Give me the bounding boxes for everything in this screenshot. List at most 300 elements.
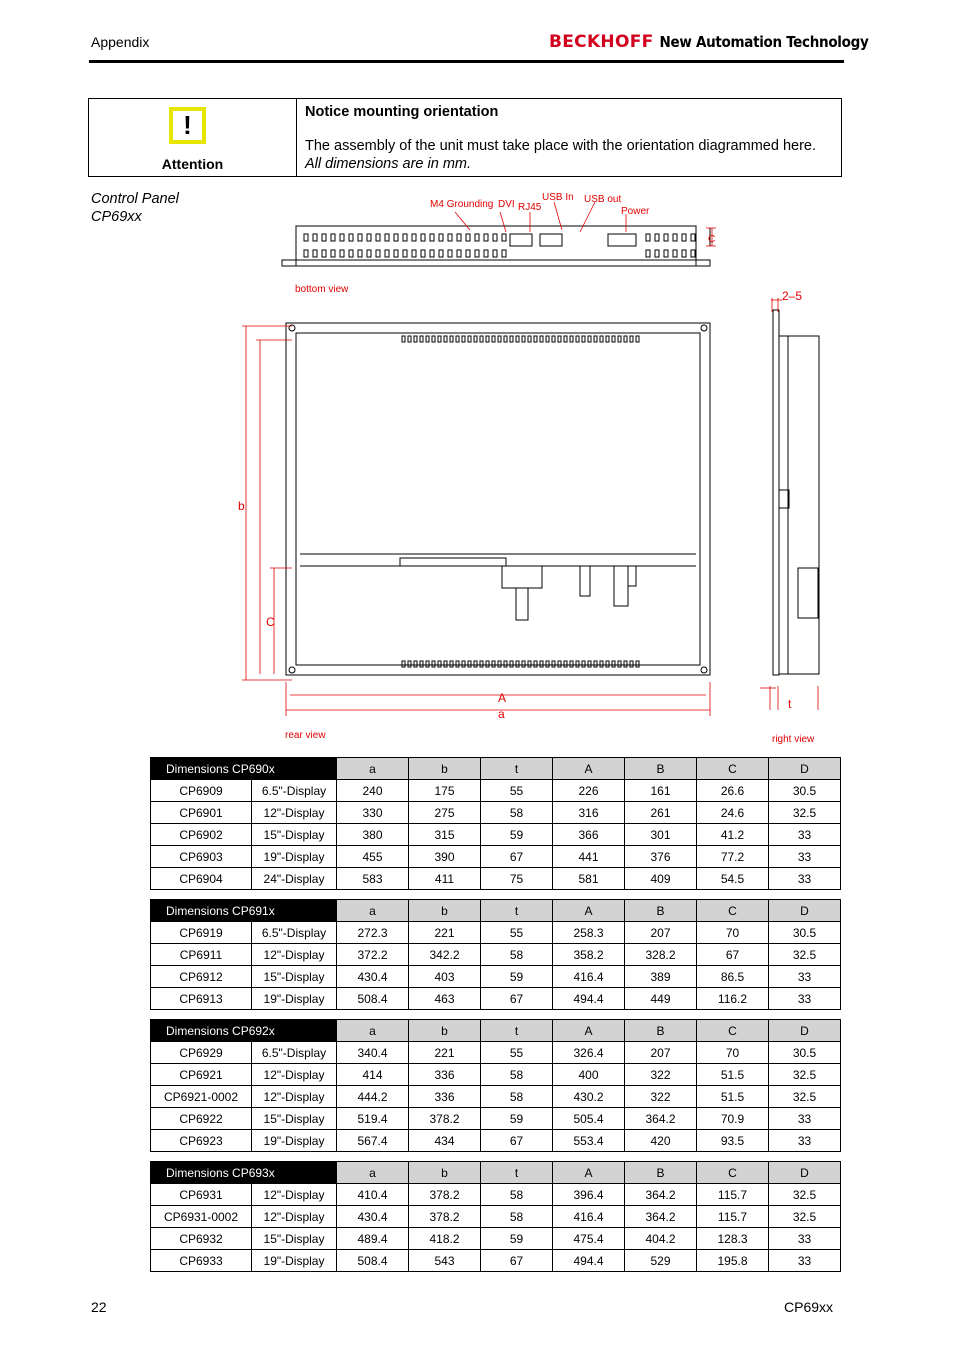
value-cell: 75 bbox=[481, 868, 553, 890]
column-header: A bbox=[553, 1162, 625, 1184]
value-cell: 553.4 bbox=[553, 1130, 625, 1152]
vent-slot bbox=[331, 234, 335, 241]
table-row bbox=[151, 824, 841, 846]
display-cell: 19"-Display bbox=[252, 988, 337, 1010]
value-cell: 380 bbox=[337, 824, 409, 846]
column-header: C bbox=[697, 758, 769, 780]
value-cell: 55 bbox=[481, 780, 553, 802]
value-cell: 77.2 bbox=[697, 846, 769, 868]
value-cell: 67 bbox=[697, 944, 769, 966]
value-cell: 409 bbox=[625, 868, 697, 890]
display-cell: 24"-Display bbox=[252, 868, 337, 890]
table-header-row bbox=[151, 1020, 841, 1042]
value-cell: 494.4 bbox=[553, 988, 625, 1010]
display-cell: 6.5"-Display bbox=[252, 922, 337, 944]
table-row bbox=[151, 1184, 841, 1206]
vent-slot bbox=[420, 336, 423, 342]
vent-slot bbox=[624, 661, 627, 667]
vent-slot bbox=[426, 336, 429, 342]
vent-slot bbox=[349, 234, 353, 241]
value-cell: 449 bbox=[625, 988, 697, 1010]
column-header: t bbox=[481, 1020, 553, 1042]
value-cell: 567.4 bbox=[337, 1130, 409, 1152]
vent-slot bbox=[558, 336, 561, 342]
vent-slot bbox=[540, 336, 543, 342]
vent-slot bbox=[492, 336, 495, 342]
vent-slot bbox=[412, 250, 416, 257]
value-cell: 221 bbox=[409, 922, 481, 944]
vent-slot bbox=[414, 336, 417, 342]
value-cell: 58 bbox=[481, 1184, 553, 1206]
table-row bbox=[151, 1064, 841, 1086]
value-cell: 116.2 bbox=[697, 988, 769, 1010]
table-header-row bbox=[151, 900, 841, 922]
vent-slot bbox=[484, 234, 488, 241]
value-cell: 396.4 bbox=[553, 1184, 625, 1206]
value-cell: 400 bbox=[553, 1064, 625, 1086]
model-cell: CP6913 bbox=[151, 988, 252, 1010]
vent-slot bbox=[430, 234, 434, 241]
value-cell: 32.5 bbox=[769, 1184, 841, 1206]
value-cell: 508.4 bbox=[337, 1250, 409, 1272]
label-rear-view: rear view bbox=[285, 730, 326, 741]
value-cell: 32.5 bbox=[769, 944, 841, 966]
value-cell: 67 bbox=[481, 1130, 553, 1152]
vent-slot bbox=[468, 336, 471, 342]
value-cell: 420 bbox=[625, 1130, 697, 1152]
value-cell: 59 bbox=[481, 1228, 553, 1250]
vent-slot bbox=[468, 661, 471, 667]
vent-slot bbox=[630, 661, 633, 667]
value-cell: 59 bbox=[481, 824, 553, 846]
vent-slot bbox=[493, 234, 497, 241]
value-cell: 70 bbox=[697, 1042, 769, 1064]
table-row bbox=[151, 988, 841, 1010]
table-header-row bbox=[151, 758, 841, 780]
value-cell: 340.4 bbox=[337, 1042, 409, 1064]
value-cell: 410.4 bbox=[337, 1184, 409, 1206]
vent-slot bbox=[582, 336, 585, 342]
right-view bbox=[773, 310, 819, 675]
rear-view bbox=[286, 323, 710, 675]
label-dvi: DVI bbox=[498, 199, 515, 210]
vent-slot bbox=[457, 234, 461, 241]
value-cell: 372.2 bbox=[337, 944, 409, 966]
table-title: Dimensions CP691x bbox=[151, 900, 337, 922]
value-cell: 70 bbox=[697, 922, 769, 944]
value-cell: 376 bbox=[625, 846, 697, 868]
vent-slot bbox=[439, 250, 443, 257]
value-cell: 430.4 bbox=[337, 966, 409, 988]
vent-slot bbox=[448, 250, 452, 257]
column-header: b bbox=[409, 758, 481, 780]
dim-label-a: a bbox=[498, 707, 505, 721]
vent-slot bbox=[474, 336, 477, 342]
vent-slot bbox=[552, 336, 555, 342]
vent-slot bbox=[322, 250, 326, 257]
vent-slot bbox=[502, 250, 506, 257]
label-power: Power bbox=[621, 206, 650, 217]
vent-slot bbox=[313, 250, 317, 257]
value-cell: 336 bbox=[409, 1086, 481, 1108]
column-header: C bbox=[697, 1020, 769, 1042]
dimension-table bbox=[150, 899, 841, 1010]
page-number: 22 bbox=[91, 1299, 107, 1315]
value-cell: 366 bbox=[553, 824, 625, 846]
brand-name: BECKHOFF bbox=[549, 32, 654, 52]
value-cell: 240 bbox=[337, 780, 409, 802]
vent-slot bbox=[528, 661, 531, 667]
value-cell: 195.8 bbox=[697, 1250, 769, 1272]
vent-slot bbox=[600, 336, 603, 342]
vent-slot bbox=[466, 250, 470, 257]
table-row bbox=[151, 1086, 841, 1108]
vent-slot bbox=[588, 661, 591, 667]
value-cell: 33 bbox=[769, 1108, 841, 1130]
figure-caption bbox=[91, 190, 179, 226]
vent-slot bbox=[385, 250, 389, 257]
vent-slot bbox=[466, 234, 470, 241]
vent-slot bbox=[376, 250, 380, 257]
vent-slot bbox=[510, 661, 513, 667]
value-cell: 275 bbox=[409, 802, 481, 824]
vent-slot bbox=[492, 661, 495, 667]
column-header: a bbox=[337, 1162, 409, 1184]
vent-slot bbox=[376, 234, 380, 241]
value-cell: 26.6 bbox=[697, 780, 769, 802]
value-cell: 330 bbox=[337, 802, 409, 824]
column-header: C bbox=[697, 900, 769, 922]
vent-slot bbox=[546, 336, 549, 342]
column-header: B bbox=[625, 1020, 697, 1042]
value-cell: 51.5 bbox=[697, 1064, 769, 1086]
section-title: Appendix bbox=[91, 34, 150, 50]
vent-slot bbox=[408, 661, 411, 667]
display-cell: 15"-Display bbox=[252, 1228, 337, 1250]
value-cell: 59 bbox=[481, 966, 553, 988]
vent-slot bbox=[691, 234, 695, 241]
notice-icon-cell bbox=[89, 99, 297, 176]
model-cell: CP6921 bbox=[151, 1064, 252, 1086]
value-cell: 207 bbox=[625, 1042, 697, 1064]
vent-slot bbox=[576, 661, 579, 667]
model-cell: CP6904 bbox=[151, 868, 252, 890]
notice-body bbox=[305, 137, 833, 173]
column-header: D bbox=[769, 1020, 841, 1042]
dimension-table bbox=[150, 1161, 841, 1272]
value-cell: 411 bbox=[409, 868, 481, 890]
value-cell: 416.4 bbox=[553, 966, 625, 988]
display-cell: 15"-Display bbox=[252, 824, 337, 846]
vent-slot bbox=[475, 234, 479, 241]
label-usb-out: USB out bbox=[584, 194, 622, 205]
column-header: A bbox=[553, 758, 625, 780]
vent-slot bbox=[691, 250, 695, 257]
table-row bbox=[151, 944, 841, 966]
value-cell: 336 bbox=[409, 1064, 481, 1086]
vent-slot bbox=[528, 336, 531, 342]
vent-slot bbox=[534, 661, 537, 667]
display-cell: 6.5"-Display bbox=[252, 780, 337, 802]
vent-slot bbox=[420, 661, 423, 667]
vent-slot bbox=[367, 234, 371, 241]
vent-slot bbox=[304, 250, 308, 257]
value-cell: 226 bbox=[553, 780, 625, 802]
dim-label-2-5: 2–5 bbox=[782, 289, 803, 303]
vent-slot bbox=[430, 250, 434, 257]
value-cell: 403 bbox=[409, 966, 481, 988]
model-cell: CP6923 bbox=[151, 1130, 252, 1152]
value-cell: 86.5 bbox=[697, 966, 769, 988]
model-cell: CP6933 bbox=[151, 1250, 252, 1272]
column-header: B bbox=[625, 900, 697, 922]
vent-slot bbox=[504, 336, 507, 342]
display-cell: 15"-Display bbox=[252, 966, 337, 988]
display-cell: 12"-Display bbox=[252, 1086, 337, 1108]
vent-slot bbox=[646, 234, 650, 241]
vent-slot bbox=[456, 336, 459, 342]
notice-body-italic: All dimensions are in mm. bbox=[305, 156, 471, 172]
vent-slot bbox=[322, 234, 326, 241]
value-cell: 30.5 bbox=[769, 922, 841, 944]
vent-slot bbox=[600, 661, 603, 667]
value-cell: 33 bbox=[769, 846, 841, 868]
vent-slot bbox=[408, 336, 411, 342]
table-title: Dimensions CP693x bbox=[151, 1162, 337, 1184]
column-header: B bbox=[625, 1162, 697, 1184]
display-cell: 12"-Display bbox=[252, 1064, 337, 1086]
value-cell: 455 bbox=[337, 846, 409, 868]
vent-slot bbox=[412, 234, 416, 241]
value-cell: 258.3 bbox=[553, 922, 625, 944]
value-cell: 55 bbox=[481, 1042, 553, 1064]
value-cell: 494.4 bbox=[553, 1250, 625, 1272]
label-right-view: right view bbox=[772, 734, 815, 745]
footer-product: CP69xx bbox=[784, 1299, 834, 1315]
vent-slot bbox=[432, 336, 435, 342]
notice-body-text: The assembly of the unit must take place with the orientation diagrammed here. bbox=[305, 138, 816, 154]
table-row bbox=[151, 1206, 841, 1228]
vent-slot bbox=[594, 661, 597, 667]
value-cell: 58 bbox=[481, 1064, 553, 1086]
value-cell: 33 bbox=[769, 868, 841, 890]
vent-slot bbox=[612, 661, 615, 667]
vent-slot bbox=[421, 250, 425, 257]
vent-slot bbox=[493, 250, 497, 257]
value-cell: 505.4 bbox=[553, 1108, 625, 1130]
model-cell: CP6931 bbox=[151, 1184, 252, 1206]
vent-slot bbox=[340, 250, 344, 257]
value-cell: 221 bbox=[409, 1042, 481, 1064]
vent-slot bbox=[502, 234, 506, 241]
vent-slot bbox=[313, 234, 317, 241]
value-cell: 115.7 bbox=[697, 1206, 769, 1228]
vent-slot bbox=[486, 336, 489, 342]
vent-slot bbox=[480, 336, 483, 342]
column-header: b bbox=[409, 1020, 481, 1042]
model-cell: CP6911 bbox=[151, 944, 252, 966]
table-row bbox=[151, 1228, 841, 1250]
table-row bbox=[151, 922, 841, 944]
column-header: D bbox=[769, 900, 841, 922]
vent-slot bbox=[414, 661, 417, 667]
vent-slot bbox=[331, 250, 335, 257]
label-bottom-view: bottom view bbox=[295, 284, 349, 295]
dimension-table bbox=[150, 1019, 841, 1152]
table-row bbox=[151, 1130, 841, 1152]
vent-slot bbox=[516, 336, 519, 342]
vent-slot bbox=[522, 661, 525, 667]
vent-slot bbox=[570, 661, 573, 667]
value-cell: 54.5 bbox=[697, 868, 769, 890]
value-cell: 390 bbox=[409, 846, 481, 868]
header-rule bbox=[89, 60, 844, 63]
vent-slot bbox=[340, 234, 344, 241]
vent-slot bbox=[498, 336, 501, 342]
column-header: t bbox=[481, 1162, 553, 1184]
model-cell: CP6903 bbox=[151, 846, 252, 868]
vent-slot bbox=[664, 250, 668, 257]
column-header: C bbox=[697, 1162, 769, 1184]
vent-slot bbox=[612, 336, 615, 342]
value-cell: 430.4 bbox=[337, 1206, 409, 1228]
column-header: t bbox=[481, 758, 553, 780]
value-cell: 58 bbox=[481, 1206, 553, 1228]
value-cell: 489.4 bbox=[337, 1228, 409, 1250]
value-cell: 322 bbox=[625, 1086, 697, 1108]
vent-slot bbox=[588, 336, 591, 342]
notice-box bbox=[88, 98, 842, 177]
vent-slot bbox=[546, 661, 549, 667]
dim-label-t: t bbox=[788, 697, 792, 711]
display-cell: 19"-Display bbox=[252, 1130, 337, 1152]
dim-label-C: C bbox=[266, 615, 275, 629]
column-header: A bbox=[553, 1020, 625, 1042]
model-cell: CP6912 bbox=[151, 966, 252, 988]
table-row bbox=[151, 966, 841, 988]
value-cell: 55 bbox=[481, 922, 553, 944]
display-cell: 12"-Display bbox=[252, 802, 337, 824]
column-header: a bbox=[337, 900, 409, 922]
value-cell: 364.2 bbox=[625, 1184, 697, 1206]
value-cell: 128.3 bbox=[697, 1228, 769, 1250]
vent-slot bbox=[349, 250, 353, 257]
vent-slot bbox=[682, 234, 686, 241]
display-cell: 12"-Display bbox=[252, 1184, 337, 1206]
table-row bbox=[151, 780, 841, 802]
value-cell: 364.2 bbox=[625, 1108, 697, 1130]
vent-slot bbox=[394, 250, 398, 257]
brand-tagline: New Automation Technology bbox=[659, 33, 869, 51]
vent-slot bbox=[636, 661, 639, 667]
vent-slot bbox=[552, 661, 555, 667]
value-cell: 175 bbox=[409, 780, 481, 802]
value-cell: 161 bbox=[625, 780, 697, 802]
vent-slot bbox=[570, 336, 573, 342]
display-cell: 6.5"-Display bbox=[252, 1042, 337, 1064]
notice-title: Notice mounting orientation bbox=[305, 104, 499, 120]
value-cell: 543 bbox=[409, 1250, 481, 1272]
value-cell: 328.2 bbox=[625, 944, 697, 966]
vent-slot bbox=[576, 336, 579, 342]
vent-slot bbox=[444, 336, 447, 342]
value-cell: 444.2 bbox=[337, 1086, 409, 1108]
brand-logo bbox=[549, 32, 868, 52]
value-cell: 583 bbox=[337, 868, 409, 890]
caption-line1: Control Panel bbox=[91, 191, 179, 207]
value-cell: 261 bbox=[625, 802, 697, 824]
attention-icon: ! bbox=[169, 107, 206, 144]
vent-slot bbox=[540, 661, 543, 667]
caption-line2: CP69xx bbox=[91, 209, 142, 225]
vent-slot bbox=[582, 661, 585, 667]
column-header: D bbox=[769, 1162, 841, 1184]
vent-slot bbox=[367, 250, 371, 257]
vent-slot bbox=[498, 661, 501, 667]
vent-slot bbox=[448, 234, 452, 241]
value-cell: 358.2 bbox=[553, 944, 625, 966]
vent-slot bbox=[474, 661, 477, 667]
vent-slot bbox=[558, 661, 561, 667]
column-header: D bbox=[769, 758, 841, 780]
value-cell: 378.2 bbox=[409, 1184, 481, 1206]
value-cell: 581 bbox=[553, 868, 625, 890]
column-header: A bbox=[553, 900, 625, 922]
value-cell: 41.2 bbox=[697, 824, 769, 846]
vent-slot bbox=[664, 234, 668, 241]
model-cell: CP6919 bbox=[151, 922, 252, 944]
vent-slot bbox=[606, 336, 609, 342]
model-cell: CP6922 bbox=[151, 1108, 252, 1130]
dim-label-b: b bbox=[238, 499, 245, 513]
column-header: t bbox=[481, 900, 553, 922]
value-cell: 272.3 bbox=[337, 922, 409, 944]
column-header: b bbox=[409, 1162, 481, 1184]
vent-slot bbox=[403, 250, 407, 257]
value-cell: 301 bbox=[625, 824, 697, 846]
value-cell: 24.6 bbox=[697, 802, 769, 824]
value-cell: 33 bbox=[769, 1250, 841, 1272]
value-cell: 322 bbox=[625, 1064, 697, 1086]
table-row bbox=[151, 846, 841, 868]
vent-slot bbox=[630, 336, 633, 342]
value-cell: 93.5 bbox=[697, 1130, 769, 1152]
value-cell: 404.2 bbox=[625, 1228, 697, 1250]
value-cell: 389 bbox=[625, 966, 697, 988]
label-m4-grounding: M4 Grounding bbox=[430, 199, 494, 210]
vent-slot bbox=[504, 661, 507, 667]
value-cell: 33 bbox=[769, 1130, 841, 1152]
value-cell: 434 bbox=[409, 1130, 481, 1152]
vent-slot bbox=[522, 336, 525, 342]
value-cell: 508.4 bbox=[337, 988, 409, 1010]
value-cell: 315 bbox=[409, 824, 481, 846]
column-header: a bbox=[337, 758, 409, 780]
value-cell: 475.4 bbox=[553, 1228, 625, 1250]
value-cell: 58 bbox=[481, 802, 553, 824]
vent-slot bbox=[358, 234, 362, 241]
vent-slot bbox=[421, 234, 425, 241]
value-cell: 418.2 bbox=[409, 1228, 481, 1250]
value-cell: 58 bbox=[481, 1086, 553, 1108]
table-row bbox=[151, 802, 841, 824]
value-cell: 414 bbox=[337, 1064, 409, 1086]
value-cell: 32.5 bbox=[769, 802, 841, 824]
vent-slot bbox=[403, 234, 407, 241]
value-cell: 416.4 bbox=[553, 1206, 625, 1228]
value-cell: 32.5 bbox=[769, 1064, 841, 1086]
vent-slot bbox=[534, 336, 537, 342]
